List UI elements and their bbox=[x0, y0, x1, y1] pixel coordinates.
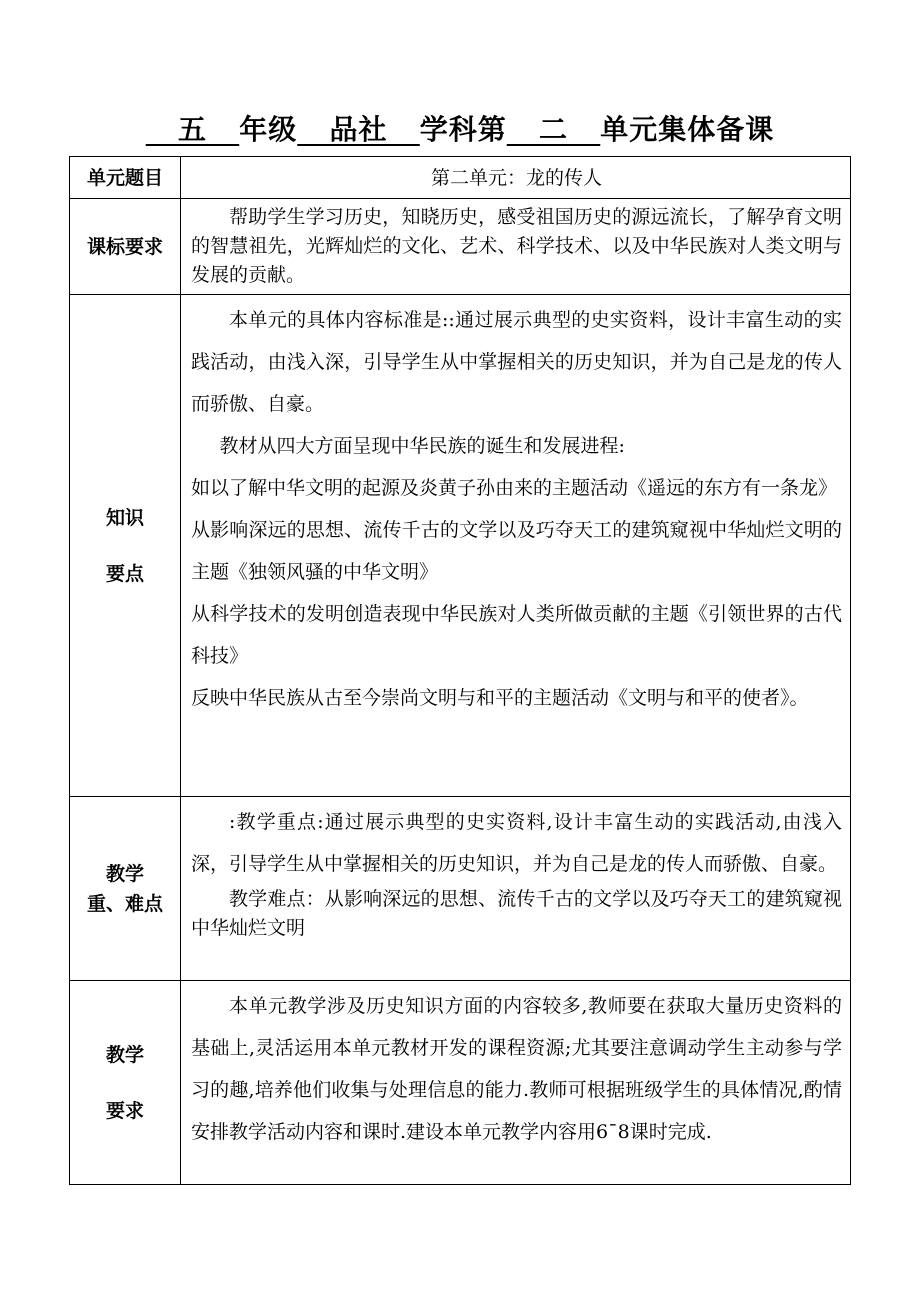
knowledge-p1: 本单元的具体内容标准是::通过展示典型的史实资料，设计丰富生动的实践活动，由浅入深，引导学生从中掌握相关的历史知识，并为自己是龙的传人而骄傲、自豪。 bbox=[191, 309, 842, 415]
unit-field: 二 bbox=[539, 113, 569, 146]
document-title bbox=[0, 108, 920, 148]
knowledge-label-line2: 要点 bbox=[105, 562, 144, 585]
key-points-p1: :教学重点:通过展示典型的史实资料,设计丰富生动的实践活动,由浅入深，引导学生从中掌握相关的历史知识，并为自己是龙的传人而骄傲、自豪。 bbox=[191, 811, 842, 875]
key-points-label bbox=[70, 797, 181, 981]
grade-field: 五 bbox=[177, 113, 207, 146]
key-points-p2: 教学难点：从影响深远的思想、流传千古的文学以及巧夺天工的建筑窥视中华灿烂文明 bbox=[191, 888, 842, 939]
knowledge-p3: 如以了解中华文明的起源及炎黄子孙由来的主题活动《遥远的东方有一条龙》 bbox=[191, 477, 838, 499]
requirements-label-line1: 教学 bbox=[105, 1043, 144, 1066]
grade-suffix: 年级 bbox=[239, 113, 298, 146]
unit-suffix: 单元集体备课 bbox=[600, 113, 775, 146]
unit-title-cell bbox=[181, 157, 851, 199]
knowledge-p6: 反映中华民族从古至今崇尚文明与和平的主题活动《文明与和平的使者》。 bbox=[191, 687, 809, 709]
knowledge-cell bbox=[181, 295, 851, 797]
knowledge-p4: 从影响深远的思想、流传千古的文学以及巧夺天工的建筑窥视中华灿烂文明的主题《独领风骚的中华文明》 bbox=[191, 519, 842, 583]
unit-title-value: 第二单元：龙的传人 bbox=[430, 166, 602, 189]
standard-label: 课标要求 bbox=[70, 199, 181, 295]
knowledge-p2: 教材从四大方面呈现中华民族的诞生和发展进程: bbox=[219, 435, 625, 457]
key-points-label-line1: 教学 bbox=[105, 862, 144, 885]
subject-field: 品社 bbox=[329, 113, 388, 146]
knowledge-label bbox=[70, 295, 181, 797]
row-key-points bbox=[70, 797, 851, 981]
key-points-label-line2: 重、难点 bbox=[86, 892, 163, 915]
knowledge-p5: 从科学技术的发明创造表现中华民族对人类所做贡献的主题《引领世界的古代科技》 bbox=[191, 603, 842, 667]
knowledge-label-line1: 知识 bbox=[105, 506, 144, 529]
unit-title-label: 单元题目 bbox=[70, 157, 181, 199]
row-unit-title bbox=[70, 157, 851, 199]
row-requirements bbox=[70, 981, 851, 1185]
requirements-cell bbox=[181, 981, 851, 1185]
key-points-cell bbox=[181, 797, 851, 981]
requirements-label-line2: 要求 bbox=[105, 1099, 144, 1122]
row-knowledge bbox=[70, 295, 851, 797]
subject-suffix: 学科第 bbox=[419, 113, 507, 146]
requirements-text: 本单元教学涉及历史知识方面的内容较多,教师要在获取大量历史资料的基础上,灵活运用本单元教材开发的课程资源;尤其要注意调动学生主动参与学习的趣,培养他们收集与处理信息的能力.教师可根据班级学生的具体情况,酌情安排教学活动内容和课时.建设本单元教学内容用6¯8课时完成. bbox=[191, 995, 842, 1143]
standard-cell bbox=[181, 199, 851, 295]
row-standard bbox=[70, 199, 851, 295]
standard-text: 帮助学生学习历史，知晓历史，感受祖国历史的源远流长，了解孕育文明的智慧祖先，光辉灿烂的文化、艺术、科学技术、以及中华民族对人类文明与发展的贡献。 bbox=[191, 206, 842, 286]
requirements-label bbox=[70, 981, 181, 1185]
lesson-plan-table bbox=[69, 156, 851, 1185]
